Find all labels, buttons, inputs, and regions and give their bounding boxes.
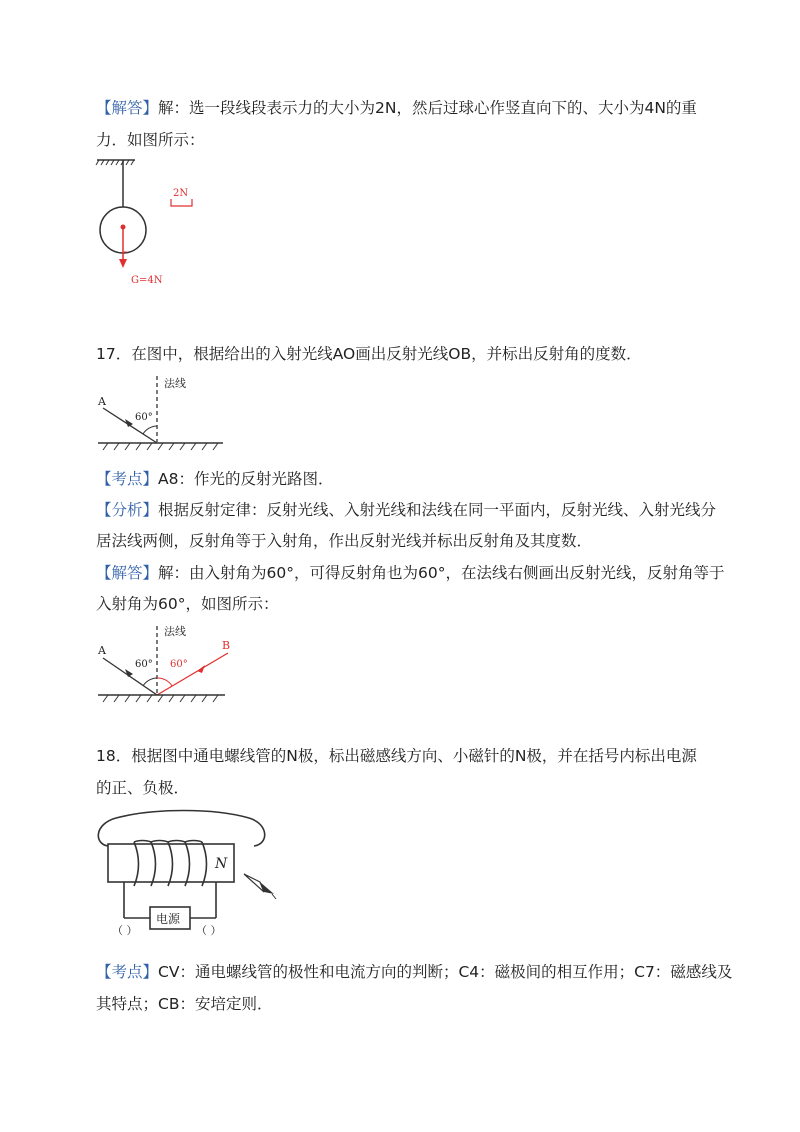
answer-text: 解：由入射角为60°，可得反射角也为60°，在法线右侧画出反射光线，反射角等于 xyxy=(158,564,725,582)
scale-label: 2N xyxy=(173,188,189,199)
analysis-17-line-1 xyxy=(96,499,716,521)
normal-label: 法线 xyxy=(164,377,186,390)
point-text: A8：作光的反射光路图． xyxy=(158,470,334,488)
figure-reflection-answer xyxy=(95,622,240,707)
answer-16-line-1 xyxy=(96,97,697,119)
point-tag: 【考点】 xyxy=(96,963,159,981)
answer-17-line-1 xyxy=(96,562,724,584)
normal-label: 法线 xyxy=(164,625,186,638)
point-tag: 【考点】 xyxy=(96,470,159,488)
figure-reflection-question xyxy=(95,370,230,455)
figure-solenoid xyxy=(94,806,279,941)
angle-label: 60° xyxy=(135,412,153,423)
gravity-label: G=4N xyxy=(131,275,163,286)
answer-17-line-2: 入射角为60°，如图所示： xyxy=(96,595,279,613)
answer-16-line-2: 力．如图所示： xyxy=(96,131,205,149)
figure-pendulum-force xyxy=(95,155,205,290)
incident-angle-label: 60° xyxy=(135,659,153,670)
answer-tag: 【解答】 xyxy=(96,99,159,117)
bracket-right: （ ） xyxy=(196,924,222,937)
answer-text: 解：选一段线段表示力的大小为2N，然后过球心作竖直向下的、大小为4N的重 xyxy=(158,99,697,117)
analysis-tag: 【分析】 xyxy=(96,501,159,519)
question-18-line-1: 18．根据图中通电螺线管的N极，标出磁感线方向、小磁针的N极，并在括号内标出电源 xyxy=(96,747,697,765)
reflected-angle-label: 60° xyxy=(170,659,188,670)
power-source-label: 电源 xyxy=(156,912,181,926)
point-a-label: A xyxy=(98,644,106,657)
point-b-label: B xyxy=(222,639,231,652)
analysis-17-line-2: 居法线两侧，反射角等于入射角，作出反射光线并标出反射角及其度数． xyxy=(96,532,593,550)
point-text: CV：通电螺线管的极性和电流方向的判断；C4：磁极间的相互作用；C7：磁感线及 xyxy=(158,963,733,981)
point-18-line-1 xyxy=(96,961,732,983)
point-18-line-2: 其特点；CB：安培定则． xyxy=(96,995,273,1013)
answer-tag: 【解答】 xyxy=(96,564,159,582)
bracket-left: （ ） xyxy=(112,924,138,937)
point-a-label: A xyxy=(98,395,106,408)
analysis-text: 根据反射定律：反射光线、入射光线和法线在同一平面内，反射光线、入射光线分 xyxy=(158,501,717,519)
point-17 xyxy=(96,468,333,490)
question-18-line-2: 的正、负极． xyxy=(96,779,190,797)
n-pole-label: N xyxy=(215,856,228,872)
compass-needle xyxy=(244,874,276,899)
question-17-text: 17．在图中，根据给出的入射光线AO画出反射光线OB，并标出反射角的度数． xyxy=(96,345,642,363)
